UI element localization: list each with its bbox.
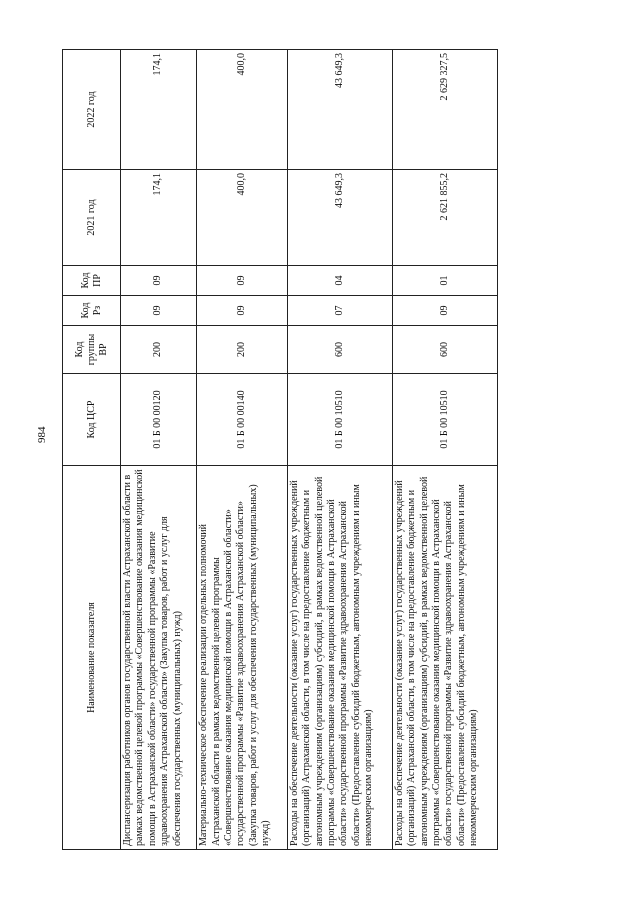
header-rz: Код Рз	[63, 296, 121, 326]
row-vr: 200	[121, 326, 197, 374]
row-2022: 400,0	[197, 50, 288, 170]
row-vr: 600	[287, 326, 392, 374]
row-2021: 2 621 855,2	[392, 170, 497, 266]
table-row	[197, 50, 288, 850]
row-2021: 43 649,3	[287, 170, 392, 266]
row-pr: 09	[121, 266, 197, 296]
row-2021: 174,1	[121, 170, 197, 266]
row-2022: 43 649,3	[287, 50, 392, 170]
header-csr: Код ЦСР	[63, 374, 121, 466]
row-rz: 09	[121, 296, 197, 326]
row-csr: 01 Б 00 00140	[197, 374, 288, 466]
table-header-row	[63, 50, 121, 850]
row-name: Расходы на обеспечение деятельности (оказание услуг) государственных учреждений (организаций) Астраханской области, в том числе на предоставление бюджетным и автономным учреждениям (организациям) субсидий, в рамках ведомственной целевой программы «Совершенствование оказания медицинской помощи в Астраханской области» государственной программы «Развитие здравоохранения Астраханской области» (Предоставление субсидий бюджетным, автономным учреждениям и иным некоммерческим организациям)	[287, 466, 392, 850]
header-pr: Код ПР	[63, 266, 121, 296]
row-pr: 04	[287, 266, 392, 296]
row-csr: 01 Б 00 10510	[392, 374, 497, 466]
page-number: 984	[36, 426, 48, 443]
header-name: Наименование показателя	[63, 466, 121, 850]
row-rz: 09	[392, 296, 497, 326]
rotated-table-wrapper	[62, 50, 498, 850]
row-vr: 200	[197, 326, 288, 374]
row-2021: 400,0	[197, 170, 288, 266]
row-csr: 01 Б 00 00120	[121, 374, 197, 466]
row-2022: 174,1	[121, 50, 197, 170]
row-vr: 600	[392, 326, 497, 374]
row-name: Материально-техническое обеспечение реализации отдельных полномочий Астраханской области в рамках ведомственной целевой программы «Совершенствование оказания медицинской помощи в Астраханской области» государственной программы «Развитие здравоохранения Астраханской области» (Закупка товаров, работ и услуг для обеспечения государственных (муниципальных) нужд)	[197, 466, 288, 850]
header-2021: 2021 год	[63, 170, 121, 266]
row-rz: 09	[197, 296, 288, 326]
row-rz: 07	[287, 296, 392, 326]
row-name: Расходы на обеспечение деятельности (оказание услуг) государственных учреждений (организаций) Астраханской области, в том числе на предоставление бюджетным и автономным учреждениям (организациям) субсидий, в рамках ведомственной целевой программы «Совершенствование оказания медицинской помощи в Астраханской области» государственной программы «Развитие здравоохранения Астраханской области» (Предоставление субсидий бюджетным, автономным учреждениям и иным некоммерческим организациям)	[392, 466, 497, 850]
budget-table	[62, 49, 498, 850]
row-csr: 01 Б 00 10510	[287, 374, 392, 466]
header-vr: Код группы ВР	[63, 326, 121, 374]
row-pr: 01	[392, 266, 497, 296]
table-row	[121, 50, 197, 850]
row-name: Диспансеризация работников органов государственной власти Астраханской области в рамках ведомственной целевой программы «Совершенствование оказания медицинской помощи в Астраханской области» государственной программы «Развитие здравоохранения Астраханской области» (Закупка товаров, работ и услуг для обеспечения государственных (муниципальных) нужд)	[121, 466, 197, 850]
row-2022: 2 629 327,5	[392, 50, 497, 170]
row-pr: 09	[197, 266, 288, 296]
table-row	[392, 50, 497, 850]
table-row	[287, 50, 392, 850]
header-2022: 2022 год	[63, 50, 121, 170]
